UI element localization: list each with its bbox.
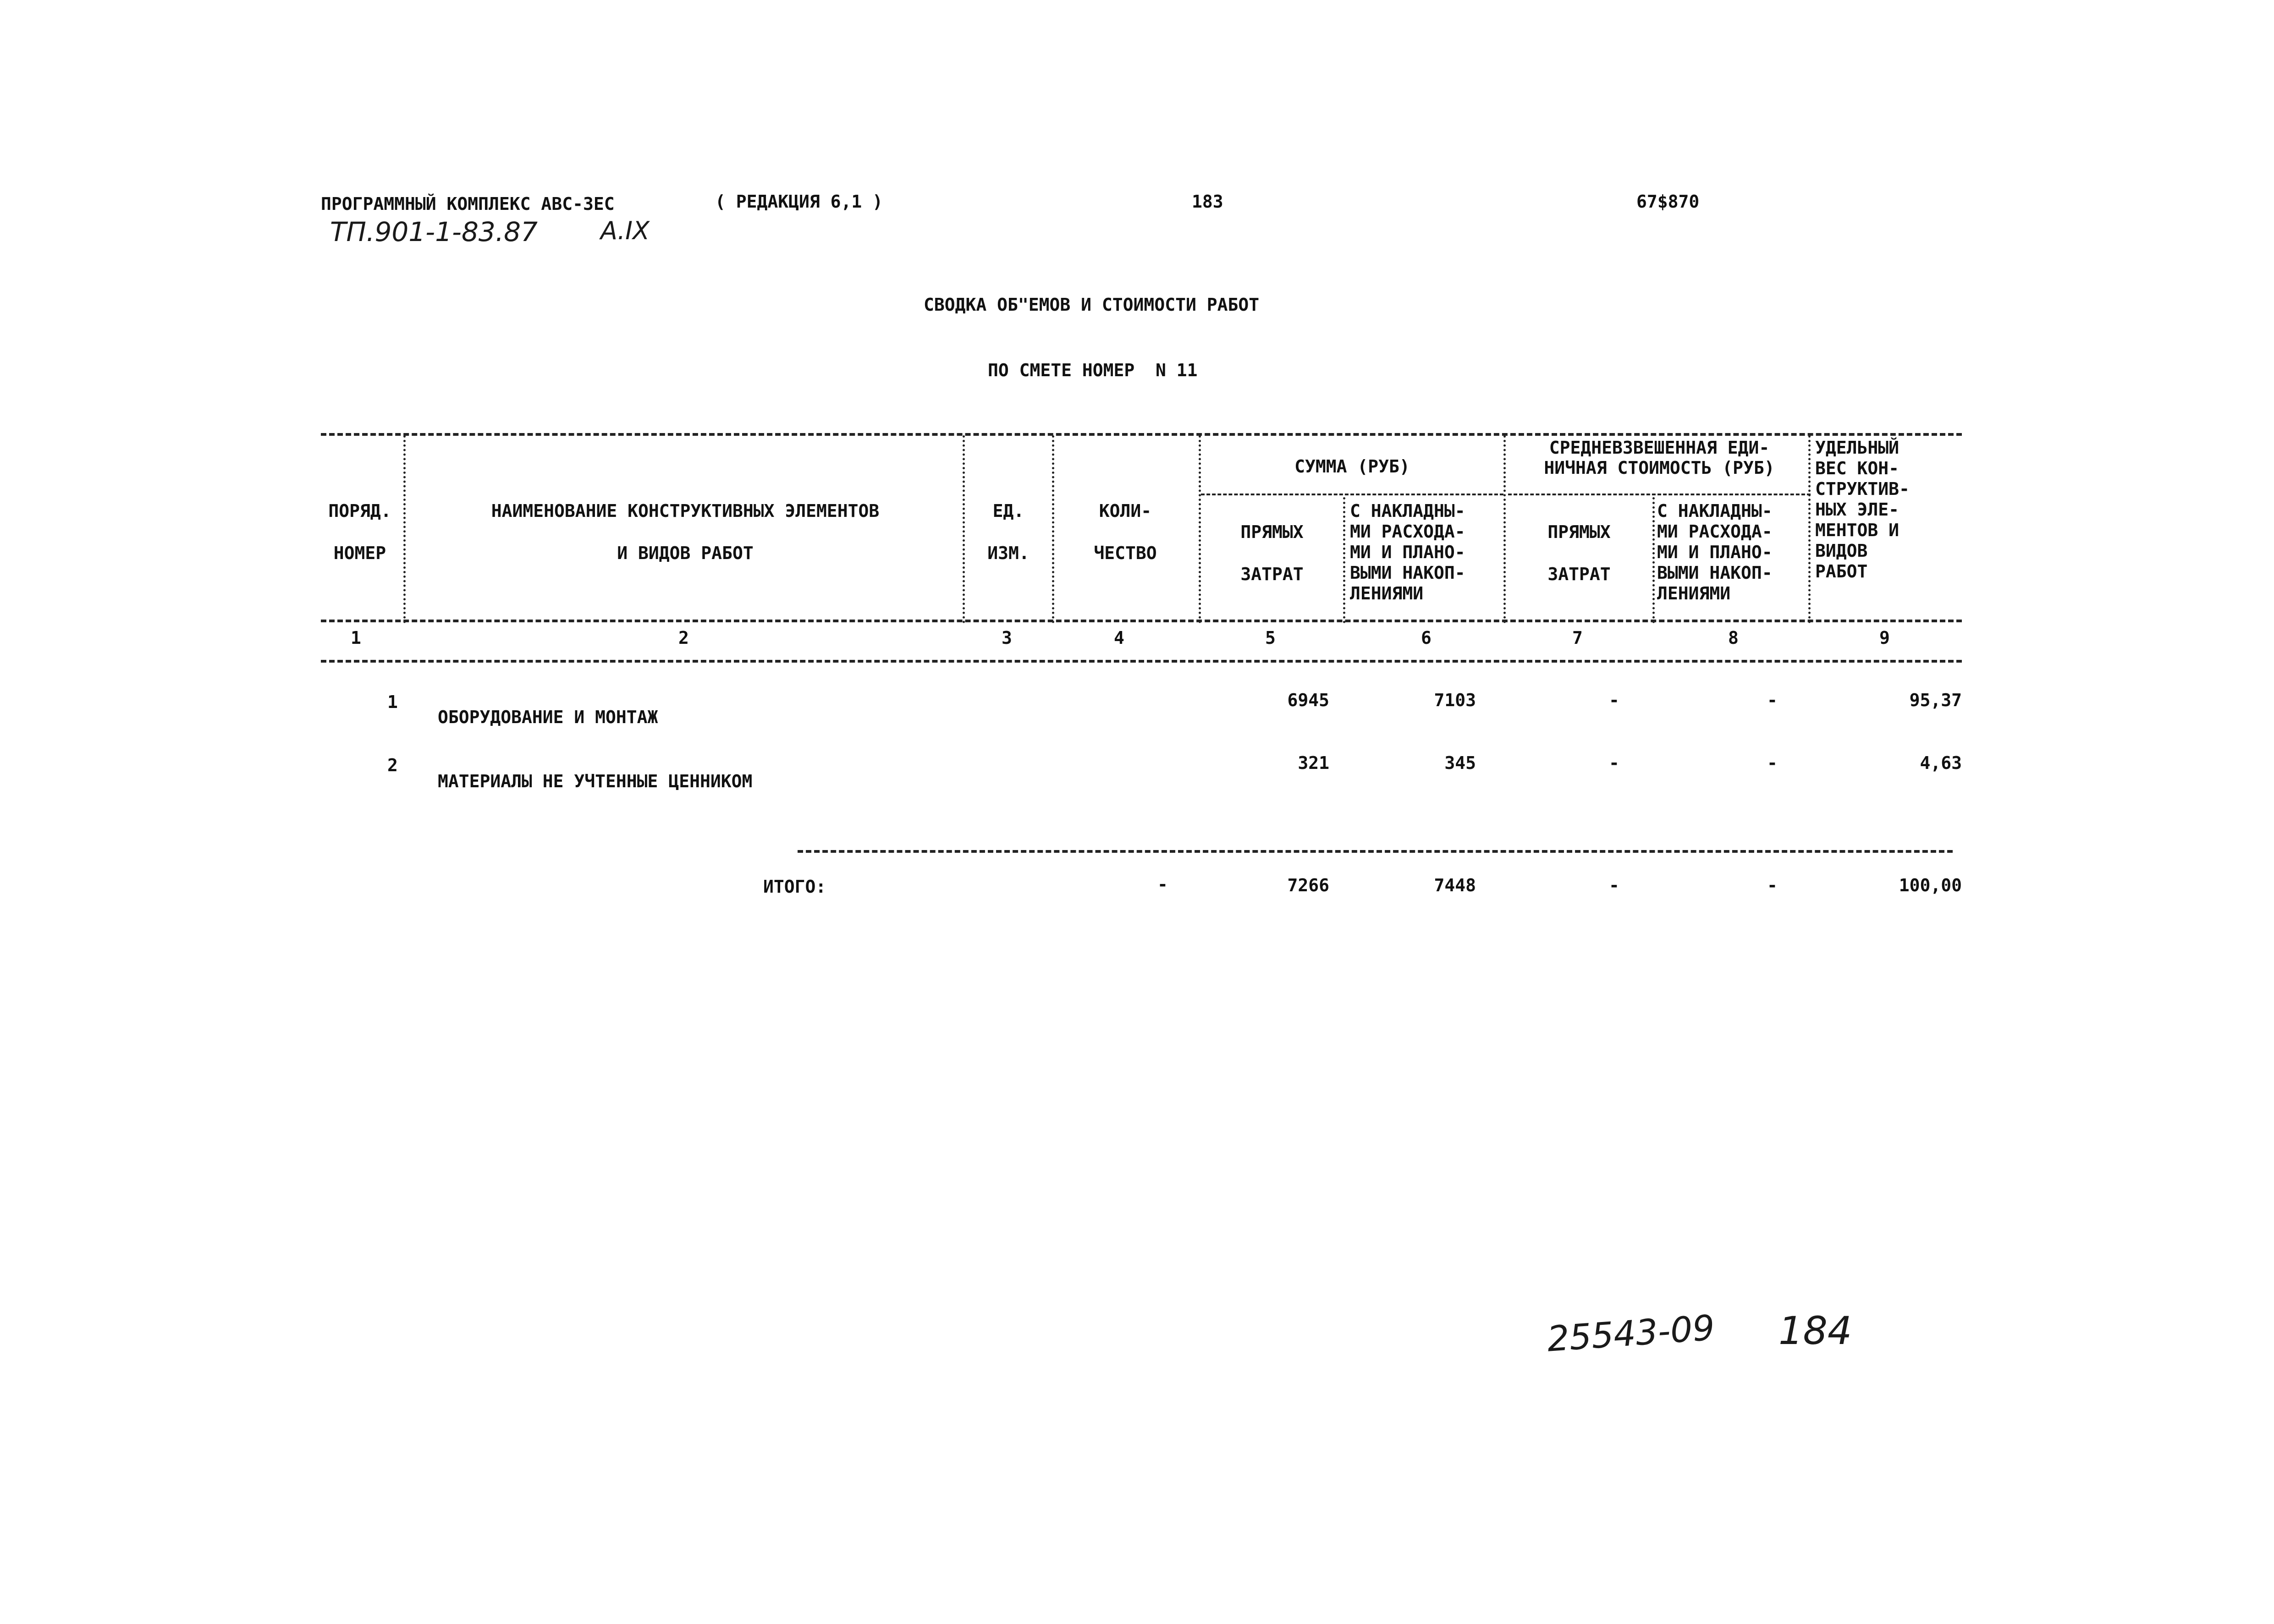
- col-header-order-no: ПОРЯД. НОМЕР: [328, 501, 391, 563]
- total-quantity: -: [1157, 874, 1168, 894]
- col-number: 4: [1114, 628, 1124, 648]
- edition: ( РЕДАКЦИЯ 6,1 ): [715, 192, 883, 212]
- col-number: 6: [1421, 628, 1432, 648]
- row-number: 1: [387, 692, 398, 712]
- col-number: 1: [351, 628, 361, 648]
- col-header-quantity: КОЛИ- ЧЕСТВО: [1094, 501, 1157, 563]
- col-header-share: УДЕЛЬНЫЙ ВЕС КОН- СТРУКТИВ- НЫХ ЭЛЕ- МЕНТОВ И ВИДОВ РАБОТ: [1815, 438, 1910, 582]
- col-header-avg-with-overhead: С НАКЛАДНЫ- МИ РАСХОДА- МИ И ПЛАНО- ВЫМИ НАКОП- ЛЕНИЯМИ: [1657, 501, 1773, 604]
- table-top-rule: [321, 433, 1962, 436]
- row-name: МАТЕРИАЛЫ НЕ УЧТЕННЫЕ ЦЕННИКОМ: [438, 771, 753, 791]
- col-header-unit: ЕД. ИЗМ.: [987, 501, 1030, 563]
- header-bottom-rule: [321, 620, 1962, 622]
- avg-group-header: СРЕДНЕВЗВЕШЕННАЯ ЕДИ- НИЧНАЯ СТОИМОСТЬ (РУБ): [1544, 438, 1775, 478]
- handwritten-project-code: ТП.901-1-83.87: [330, 216, 538, 247]
- sum-group-header: СУММА (РУБ): [1294, 456, 1410, 477]
- col-number: 8: [1728, 628, 1739, 648]
- page-subtitle: ПО СМЕТЕ НОМЕР N 11: [988, 360, 1198, 380]
- page-title: СВОДКА ОБ"ЕМОВ И СТОИМОСТИ РАБОТ: [924, 295, 1260, 315]
- share-percent: 95,37: [1909, 690, 1962, 710]
- col-number-bottom-rule: [321, 660, 1962, 663]
- col-number: 9: [1879, 628, 1890, 648]
- handwritten-document-number: 25543-09: [1546, 1307, 1716, 1360]
- page-number: 183: [1192, 192, 1223, 212]
- handwritten-album-mark: А.IX: [600, 216, 650, 245]
- avg-group-rule: [1508, 494, 1811, 495]
- total-with-overhead-costs: 7448: [1434, 875, 1476, 895]
- col-number: 7: [1572, 628, 1583, 648]
- direct-costs: 321: [1298, 753, 1329, 773]
- total-avg-with-overhead: -: [1767, 875, 1778, 895]
- total-direct-costs: 7266: [1287, 875, 1329, 895]
- total-separator-rule: [798, 850, 1953, 853]
- col-header-avg-direct: ПРЯМЫХ ЗАТРАТ: [1547, 522, 1611, 584]
- total-label: ИТОГО:: [763, 877, 826, 897]
- avg-with-overhead-costs: -: [1767, 690, 1778, 710]
- with-overhead-costs: 345: [1444, 753, 1476, 773]
- row-name: ОБОРУДОВАНИЕ И МОНТАЖ: [438, 707, 658, 727]
- col-number: 3: [1002, 628, 1012, 648]
- col-header-with-overhead: С НАКЛАДНЫ- МИ РАСХОДА- МИ И ПЛАНО- ВЫМИ НАКОП- ЛЕНИЯМИ: [1350, 501, 1465, 604]
- program-name: ПРОГРАММНЫЙ КОМПЛЕКС АВС-ЗЕС: [321, 194, 615, 214]
- total-avg-direct: -: [1609, 875, 1619, 895]
- col-number: 2: [678, 628, 689, 648]
- direct-costs: 6945: [1287, 690, 1329, 710]
- document-code: 67$870: [1636, 192, 1700, 212]
- col-number: 5: [1265, 628, 1276, 648]
- avg-direct-costs: -: [1609, 753, 1619, 773]
- share-percent: 4,63: [1920, 753, 1962, 773]
- avg-with-overhead-costs: -: [1767, 753, 1778, 773]
- handwritten-sheet-number: 184: [1778, 1308, 1852, 1353]
- sum-group-rule: [1201, 494, 1503, 495]
- total-share-percent: 100,00: [1899, 875, 1962, 895]
- row-number: 2: [387, 755, 398, 775]
- col-header-name: НАИМЕНОВАНИЕ КОНСТРУКТИВНЫХ ЭЛЕМЕНТОВ И ВИДОВ РАБОТ: [491, 501, 880, 563]
- col-header-direct-costs: ПРЯМЫХ ЗАТРАТ: [1240, 522, 1304, 584]
- with-overhead-costs: 7103: [1434, 690, 1476, 710]
- col-separator: [403, 435, 412, 623]
- avg-direct-costs: -: [1609, 690, 1619, 710]
